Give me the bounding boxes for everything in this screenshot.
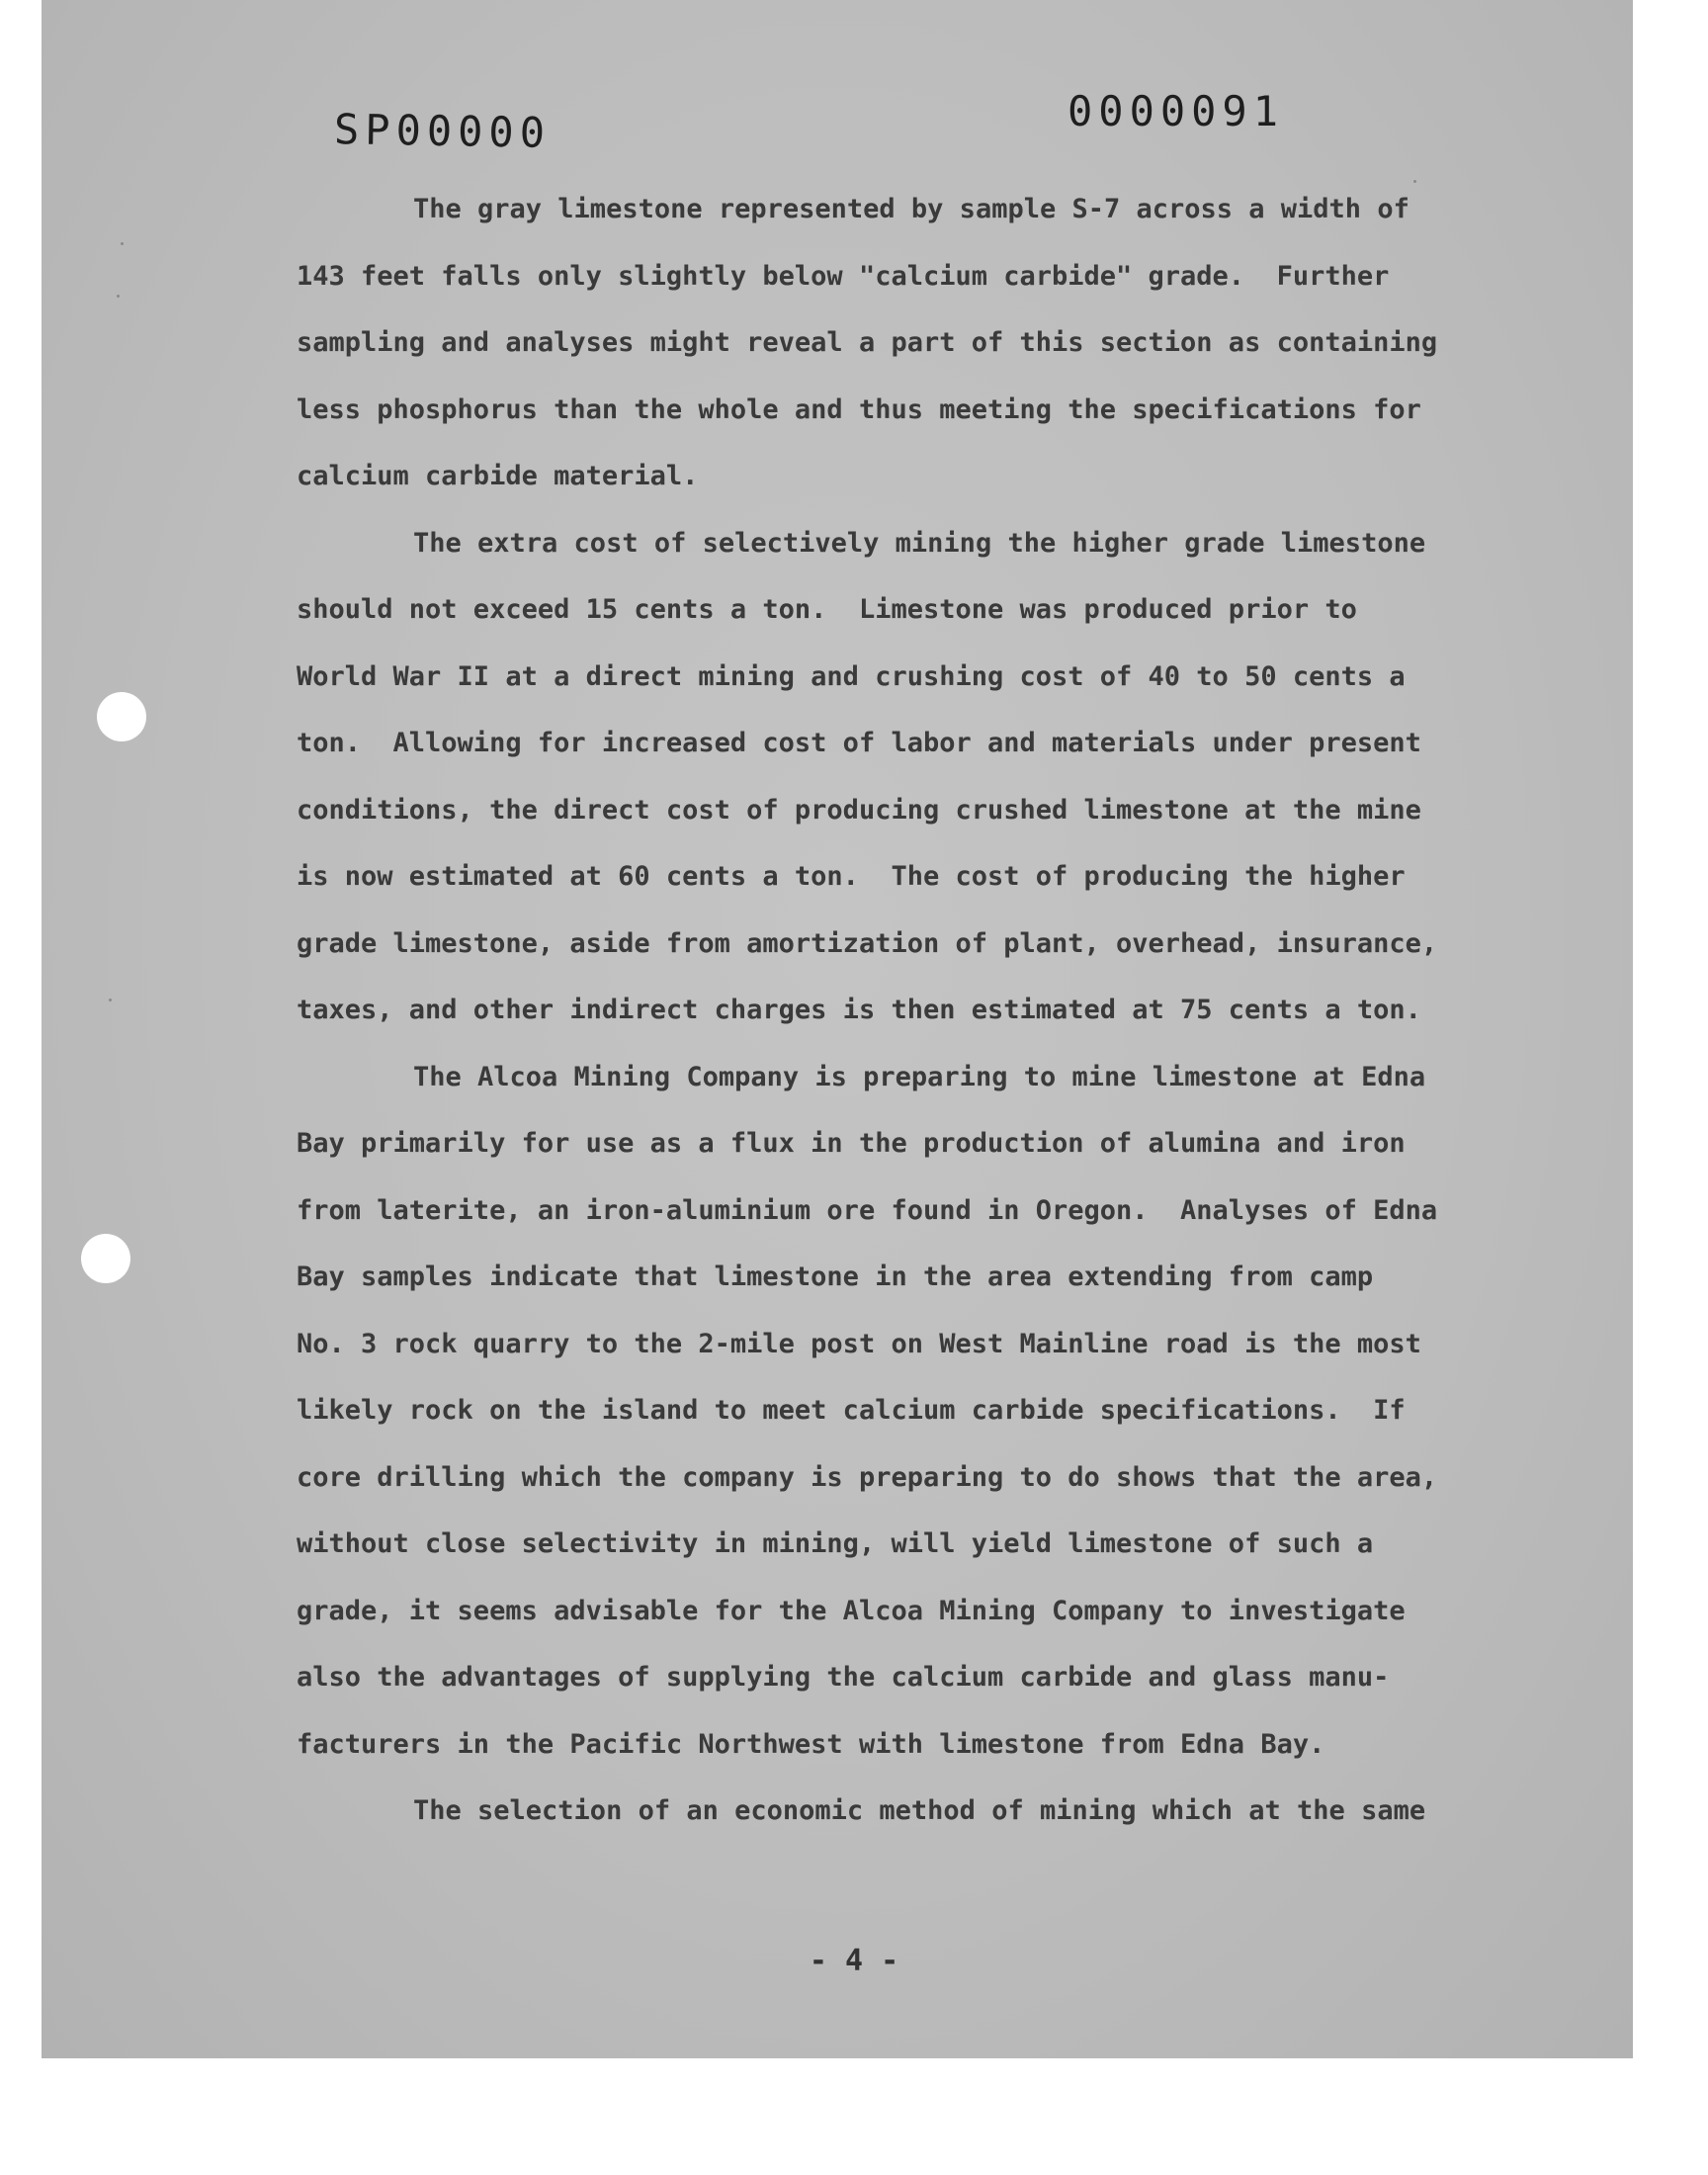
text-line: The Alcoa Mining Company is preparing to mine limestone at Edna	[413, 1061, 1426, 1092]
text-line: World War II at a direct mining and crushing cost of 40 to 50 cents a	[297, 660, 1406, 692]
page-number: - 4 -	[809, 1944, 899, 1978]
text-line: taxes, and other indirect charges is then estimated at 75 cents a ton.	[297, 995, 1421, 1025]
scan-speck	[121, 242, 124, 245]
text-line: The selection of an economic method of mining which at the same	[413, 1795, 1426, 1826]
paragraph	[297, 1778, 1493, 1845]
text-line: The gray limestone represented by sample S-7 across a width of	[413, 194, 1409, 224]
text-line: likely rock on the island to meet calcium carbide specifications. If	[297, 1395, 1406, 1426]
paragraph	[297, 176, 1493, 510]
paragraph	[297, 1044, 1493, 1779]
text-line: is now estimated at 60 cents a ton. The cost of producing the higher	[297, 861, 1406, 892]
document-control-number-left: SP00000	[333, 105, 552, 157]
text-line: 143 feet falls only slightly below "calcium carbide" grade. Further	[297, 260, 1390, 292]
text-line: Bay primarily for use as a flux in the production of alumina and iron	[297, 1128, 1406, 1159]
text-line: less phosphorus than the whole and thus meeting the specifications for	[297, 393, 1421, 425]
text-line: facturers in the Pacific Northwest with limestone from Edna Bay.	[297, 1728, 1325, 1760]
text-line: Bay samples indicate that limestone in the area extending from camp	[297, 1262, 1374, 1292]
text-line: grade limestone, aside from amortization of plant, overhead, insurance,	[297, 927, 1438, 959]
text-line: conditions, the direct cost of producing crushed limestone at the mine	[297, 794, 1421, 826]
document-body	[297, 176, 1493, 1845]
text-line: should not exceed 15 cents a ton. Limestone was produced prior to	[297, 594, 1357, 625]
punch-hole	[97, 692, 146, 741]
text-line: The extra cost of selectively mining the higher grade limestone	[413, 527, 1426, 559]
text-line: No. 3 rock quarry to the 2-mile post on West Mainline road is the most	[297, 1328, 1421, 1359]
punch-hole	[81, 1234, 130, 1283]
paragraph	[297, 510, 1493, 1044]
scan-speck	[109, 999, 112, 1001]
text-line: sampling and analyses might reveal a part of this section as containing	[297, 327, 1438, 358]
text-line: grade, it seems advisable for the Alcoa Mining Company to investigate	[297, 1595, 1406, 1626]
text-line: from laterite, an iron-aluminium ore found in Oregon. Analyses of Edna	[297, 1194, 1438, 1226]
scan-speck	[117, 295, 120, 298]
text-line: ton. Allowing for increased cost of labor and materials under present	[297, 728, 1421, 758]
text-line: without close selectivity in mining, will yield limestone of such a	[297, 1528, 1374, 1559]
document-control-number-right: 0000091	[1068, 87, 1285, 135]
text-line: core drilling which the company is preparing to do shows that the area,	[297, 1461, 1438, 1493]
text-line: calcium carbide material.	[297, 461, 699, 491]
text-line: also the advantages of supplying the calcium carbide and glass manu-	[297, 1662, 1390, 1693]
